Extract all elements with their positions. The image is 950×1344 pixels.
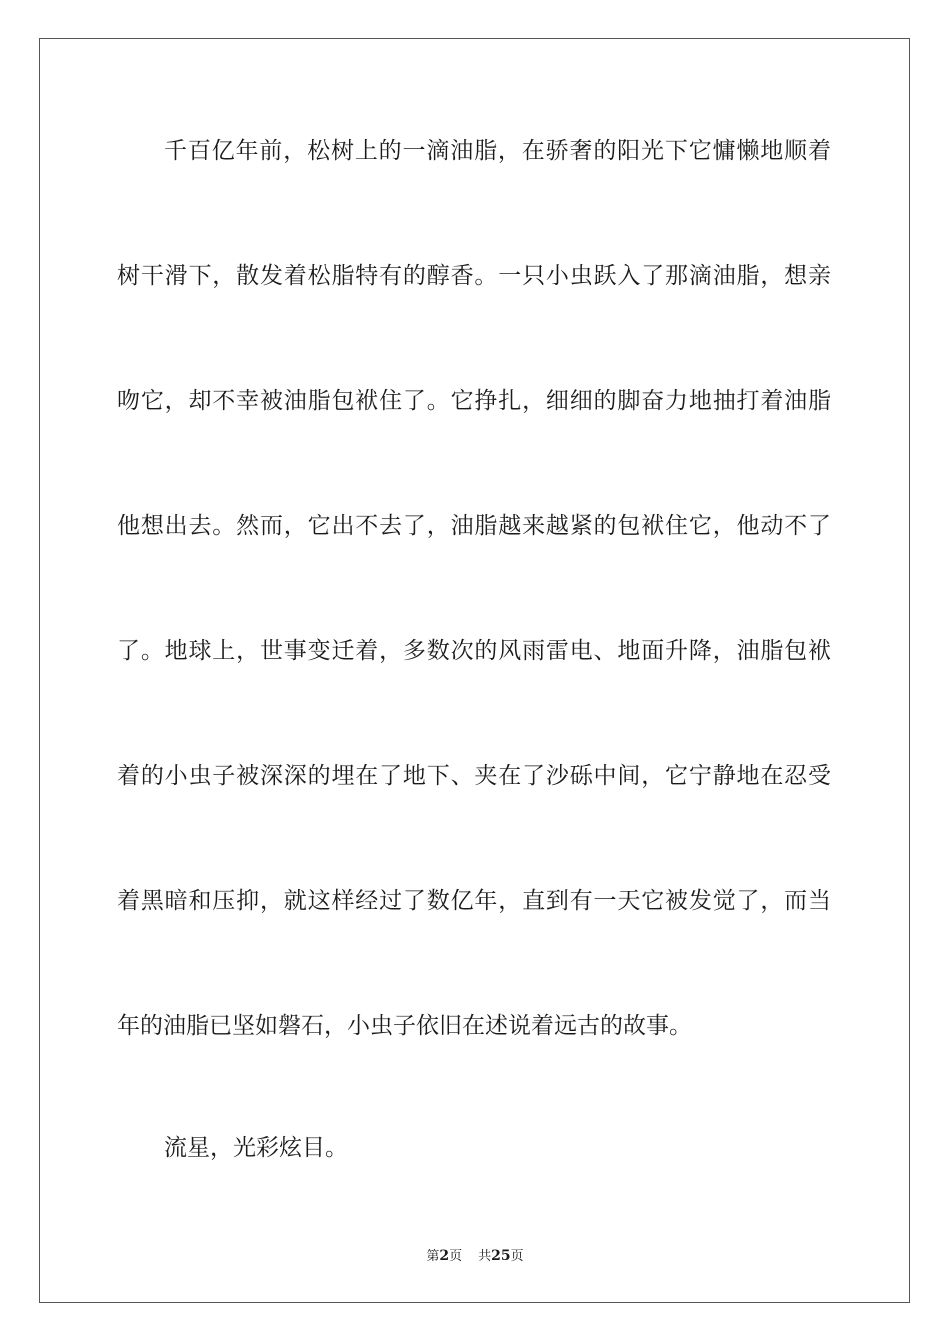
- page-frame: [39, 38, 910, 1303]
- paragraph-line-8: 年的油脂已坚如磐石，小虫子依旧在述说着远古的故事。: [117, 1013, 692, 1039]
- paragraph-line-2: 树干滑下，散发着松脂特有的醇香。一只小虫跃入了那滴油脂，想亲: [117, 263, 831, 289]
- page-footer: [0, 1247, 950, 1266]
- total-prefix: 共: [478, 1249, 492, 1264]
- page-number: 2: [439, 1248, 450, 1264]
- total-pages: 25: [491, 1248, 511, 1264]
- page-suffix: 页: [449, 1249, 463, 1264]
- paragraph-line-5: 了。地球上，世事变迁着，多数次的风雨雷电、地面升降，油脂包袱: [117, 638, 831, 664]
- paragraph-line-6: 着的小虫子被深深的埋在了地下、夹在了沙砾中间，它宁静地在忍受: [117, 763, 831, 789]
- paragraph-line-1: 千百亿年前，松树上的一滴油脂，在骄奢的阳光下它慵懒地顺着: [164, 138, 831, 164]
- page-prefix: 第: [426, 1249, 440, 1264]
- paragraph-line-9: 流星，光彩炫目。: [164, 1135, 348, 1161]
- total-suffix: 页: [510, 1249, 524, 1264]
- paragraph-line-3: 吻它，却不幸被油脂包袱住了。它挣扎，细细的脚奋力地抽打着油脂: [117, 388, 831, 414]
- paragraph-line-7: 着黑暗和压抑，就这样经过了数亿年，直到有一天它被发觉了，而当: [117, 888, 831, 914]
- paragraph-line-4: 他想出去。然而，它出不去了，油脂越来越紧的包袱住它，他动不了: [117, 513, 831, 539]
